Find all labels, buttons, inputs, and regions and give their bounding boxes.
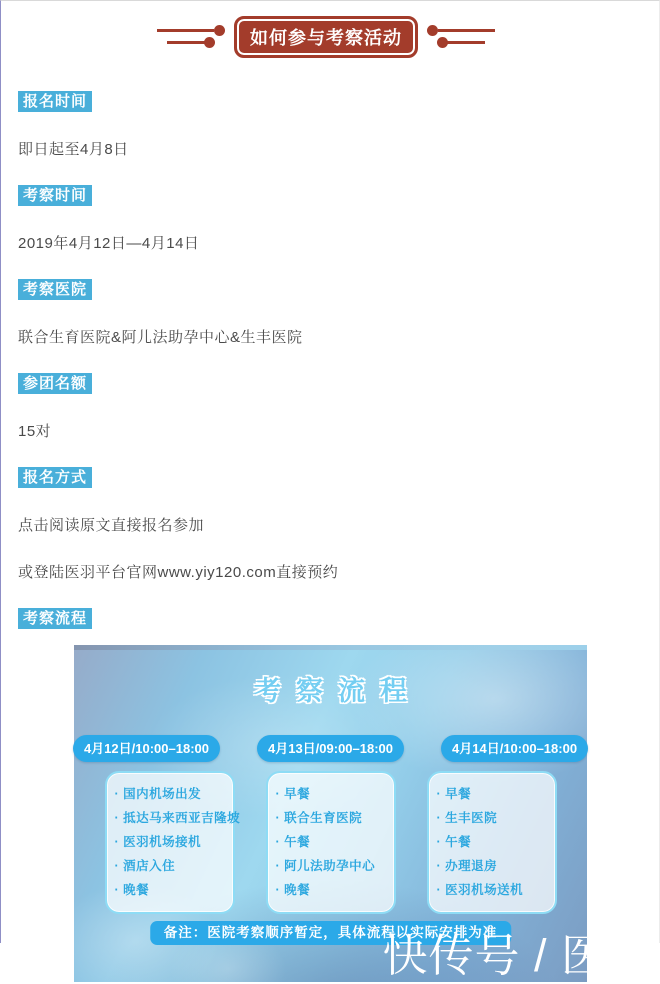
section-text: 15对 [18,423,52,440]
schedule-item: · 医羽机场送机 [437,878,547,902]
section-label: 参团名额 [18,373,92,394]
inspection-flow-image[interactable] [74,645,607,982]
platform-watermark: 快传号 / 医 [382,930,607,981]
note-pill: 备注：医院考察顺序暂定，具体流程以实际安排为准 [150,921,512,945]
section-group-quota [18,347,634,441]
decoration-dot [437,37,448,48]
section-inspection-time [18,159,634,253]
decoration-line [167,41,208,44]
decoration-line [444,41,485,44]
decoration-dot [204,37,215,48]
schedule-item: · 晚餐 [115,878,225,902]
image-top-gradient [74,645,587,650]
decoration-dot [214,25,225,36]
section-inspection-hospitals [18,253,634,347]
section-registration-method [18,441,634,582]
section-label: 报名时间 [18,91,92,112]
schedule-item: · 早餐 [437,782,547,806]
date-pills-row [74,735,587,762]
schedule-item: · 阿儿法助孕中心 [276,854,386,878]
schedule-item: · 午餐 [276,830,386,854]
banner-right-line-decoration [425,23,495,51]
section-text: 联合生育医院&阿儿法助孕中心&生丰医院 [18,329,303,346]
schedule-card-day3 [427,771,557,914]
schedule-item: · 晚餐 [276,878,386,902]
page-title: 如何参与考察活动 [234,16,418,58]
section-label: 考察流程 [18,608,92,629]
decoration-line [157,29,214,32]
schedule-cards-row [74,771,587,914]
date-pill-day1: 4月12日/10:00–18:00 [73,735,220,762]
schedule-item: · 联合生育医院 [276,806,386,830]
schedule-item: · 医羽机场接机 [115,830,225,854]
schedule-card-day1 [105,771,241,914]
section-text: 2019年4月12日—4月14日 [18,235,200,252]
schedule-item: · 早餐 [276,782,386,806]
decoration-line [438,29,495,32]
schedule-item: · 生丰医院 [437,806,547,830]
schedule-item: · 办理退房 [437,854,547,878]
title-banner [18,16,634,58]
section-text: 点击阅读原文直接报名参加 [18,517,205,534]
banner-left-line-decoration [157,23,227,51]
section-registration-time [18,58,634,159]
date-pill-day2: 4月13日/09:00–18:00 [257,735,404,762]
section-inspection-flow [18,582,634,982]
section-label: 考察时间 [18,185,92,206]
flow-image-title: 考察流程 [254,676,422,706]
section-label: 考察医院 [18,279,92,300]
schedule-item: · 酒店入住 [115,854,225,878]
schedule-item: · 国内机场出发 [115,782,225,806]
section-label: 报名方式 [18,467,92,488]
schedule-item: · 午餐 [437,830,547,854]
article-body [1,1,659,982]
date-pill-day3: 4月14日/10:00–18:00 [441,735,588,762]
schedule-card-day2 [266,771,396,914]
section-text-website: 或登陆医羽平台官网www.yiy120.com直接预约 [18,564,339,581]
decoration-dot [427,25,438,36]
section-text: 即日起至4月8日 [18,141,129,158]
schedule-item: · 抵达马来西亚吉隆坡 [115,806,225,830]
